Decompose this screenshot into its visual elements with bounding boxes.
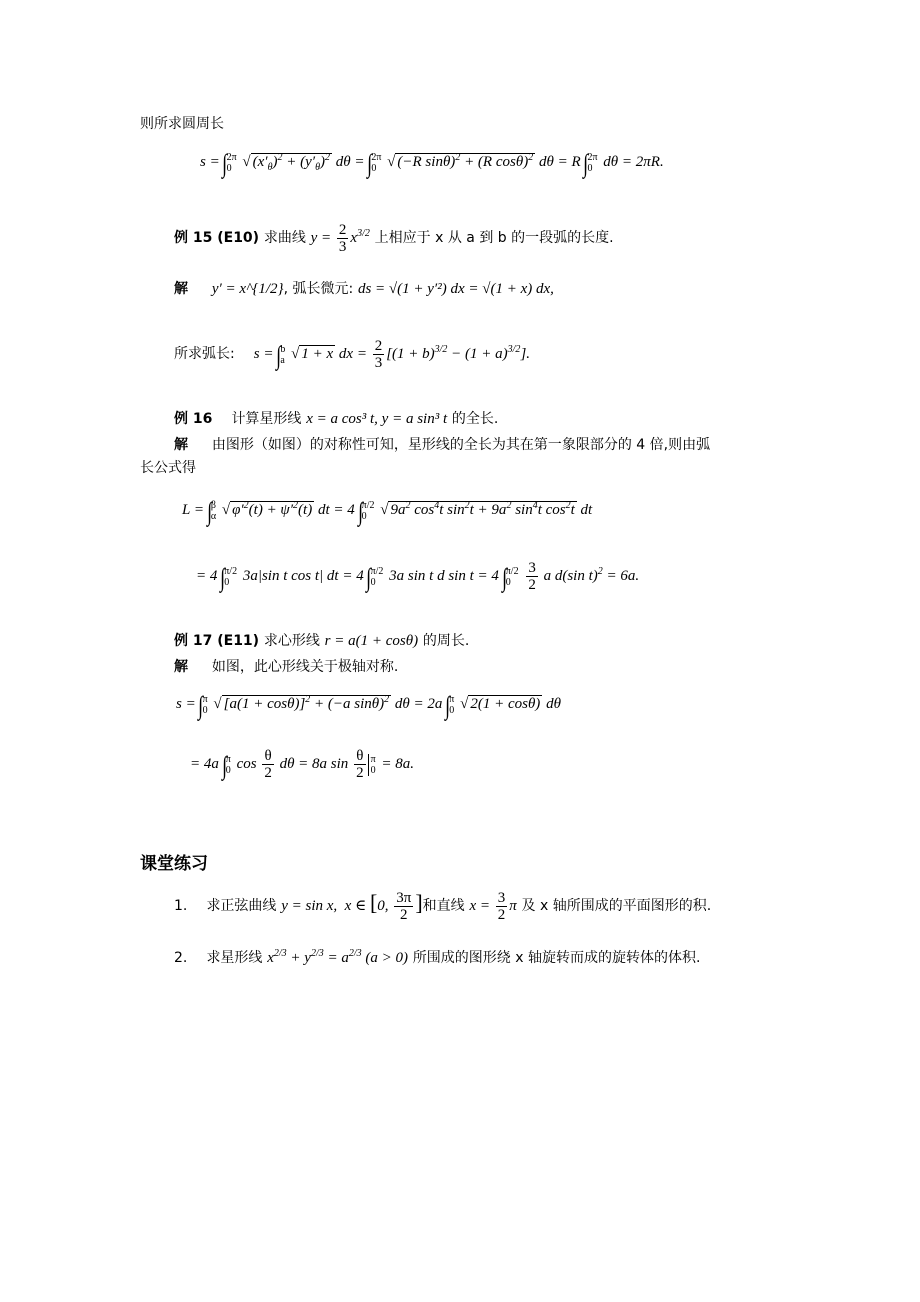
integral-icon: ∫ (501, 562, 507, 592)
exercise-item-2-num: 2. (174, 950, 188, 966)
example-15-prompt: 求曲线 (263, 229, 306, 246)
example-15-length-label: 所求弧长: (174, 345, 235, 362)
example-15-solution-label: 解 (174, 281, 188, 297)
example-16-solution-label: 解 (174, 437, 188, 453)
example-15-label: 例 15 (E10) (174, 229, 260, 246)
example-16-solution-line (174, 434, 710, 455)
exercise-title: 课堂练习 (140, 854, 208, 874)
example-16-prompt: 计算星形线 (231, 411, 302, 427)
integral-icon: ∫ (206, 497, 212, 526)
example-16-tail: 的全长. (451, 411, 499, 427)
example-17-label: 例 17 (E11) (174, 633, 260, 649)
example-15-ds: ds = √(1 + y′²) dx = √(1 + x) dx, (357, 281, 554, 297)
exercise-item-1-text-b: 和直线 (422, 897, 465, 914)
example-16-equation-2: = 4 ∫ π/2 0 3a|sin t cos t| dt = 4 ∫ π/2 0 3a sin t d sin t = 4 ∫ π/2 0 $\frac{3}{2}$ a d(sin t)$^2$ = 6a. (196, 560, 640, 593)
example-16-equation-1: L = ∫ β α √ $\varphi'^2(t) + \psi'^2(t)$ dt = 4 ∫ π/2 0 √ $9a^2$ $\cos^4t$ $\sin^2t + 9a^2$ $\sin^4t$ $\cos^2t$ dt (182, 497, 593, 526)
example-17-prompt: 求心形线 (263, 633, 320, 649)
example-17-curve: r = a(1 + cosθ) (324, 633, 419, 649)
integral-icon: ∫ (198, 691, 204, 720)
example-17-solution-text: 如图，此心形线关于极轴对称. (211, 659, 399, 675)
circle-formula: s = ∫ 2π 0 √ $(x'_\theta)^2 + (y'_\theta)^2$ dθ = ∫ 2π 0 √ (−R sinθ)$^2$ + (R cosθ)$^2$ dθ = R ∫ 2π 0 dθ = 2πR. (200, 149, 664, 178)
exercise-item-1-math-a: y = sin x, x ∈ [0, $\frac{3\pi}{2}$ ] (281, 889, 423, 923)
integral-icon: ∫ (276, 340, 282, 370)
example-15-tail: 上相应于 x 从 a 到 b 的一段弧的长度. (374, 229, 614, 246)
integral-icon: ∫ (357, 497, 363, 526)
exercise-item-2-math-a: $x^{2/3} + y^{2/3} = a^{2/3}$ (a > 0) (267, 948, 409, 966)
integral-icon: ∫ (367, 149, 373, 178)
exercise-item-1-math-b: x = $\frac{3}{2}$ π (469, 890, 517, 923)
example-15-derivative: y′ = x^{1/2} (211, 281, 284, 297)
example-17-heading (174, 630, 469, 651)
example-16-curve: x = a cos³ t, y = a sin³ t (306, 411, 448, 427)
example-15-heading (174, 222, 614, 255)
exercise-item-1-num: 1. (174, 897, 188, 914)
intro-text: 则所求圆周长 (140, 116, 224, 132)
example-16-solution-text-2: 长公式得 (140, 460, 196, 476)
integral-icon: ∫ (220, 562, 226, 592)
exercise-item-2-text-b: 所围成的图形绕 x 轴旋转而成的旋转体的体积. (412, 950, 701, 966)
example-16-solution-text-1: 由图形（如图）的对称性可知，星形线的全长为其在第一象限部分的 4 倍,则由弧 (211, 437, 711, 453)
example-17-tail: 的周长. (422, 633, 470, 649)
integral-icon: ∫ (583, 149, 589, 178)
example-17-equation-2: = 4a ∫ π 0 cos $\frac{\theta}{2}$ dθ = 8a sin $\frac{\theta}{2}$ π 0 = 8a. (190, 748, 414, 781)
example-15-arc-label: , 弧长微元: (283, 281, 354, 297)
exercise-item-1-text-c: 及 x 轴所围成的平面图形的积. (521, 897, 712, 914)
example-17-solution-line (174, 656, 398, 677)
integral-icon: ∫ (221, 750, 227, 780)
exercise-item-1-text-a: 求正弦曲线 (206, 897, 277, 914)
example-16-label: 例 16 (174, 411, 213, 427)
example-15-length-line (174, 338, 530, 371)
exercise-item-1 (174, 890, 711, 923)
example-17-equation-1: s = ∫ π 0 √ $[a(1 + \cos\theta)]^2 + (-a$ sinθ)$^2$ dθ = 2a ∫ π 0 √ 2(1 + cosθ) dθ (176, 691, 561, 720)
integral-icon: ∫ (366, 562, 372, 592)
exercise-item-2 (174, 944, 700, 968)
example-16-heading (174, 408, 498, 429)
example-15-curve: y = $\frac{2}{3}$ $x^{3/2}$ (310, 222, 370, 255)
exercise-item-2-text-a: 求星形线 (206, 950, 263, 966)
example-17-solution-label: 解 (174, 659, 188, 675)
example-15-solution-line (174, 278, 554, 299)
example-15-length-formula: s = ∫ b a √ 1 + x dx = $\frac{2}{3}$ $[(1 + b)^{3/2} - (1 + a)^{3/2}]$. (253, 338, 531, 371)
integral-icon: ∫ (445, 691, 451, 720)
integral-icon: ∫ (222, 149, 228, 178)
